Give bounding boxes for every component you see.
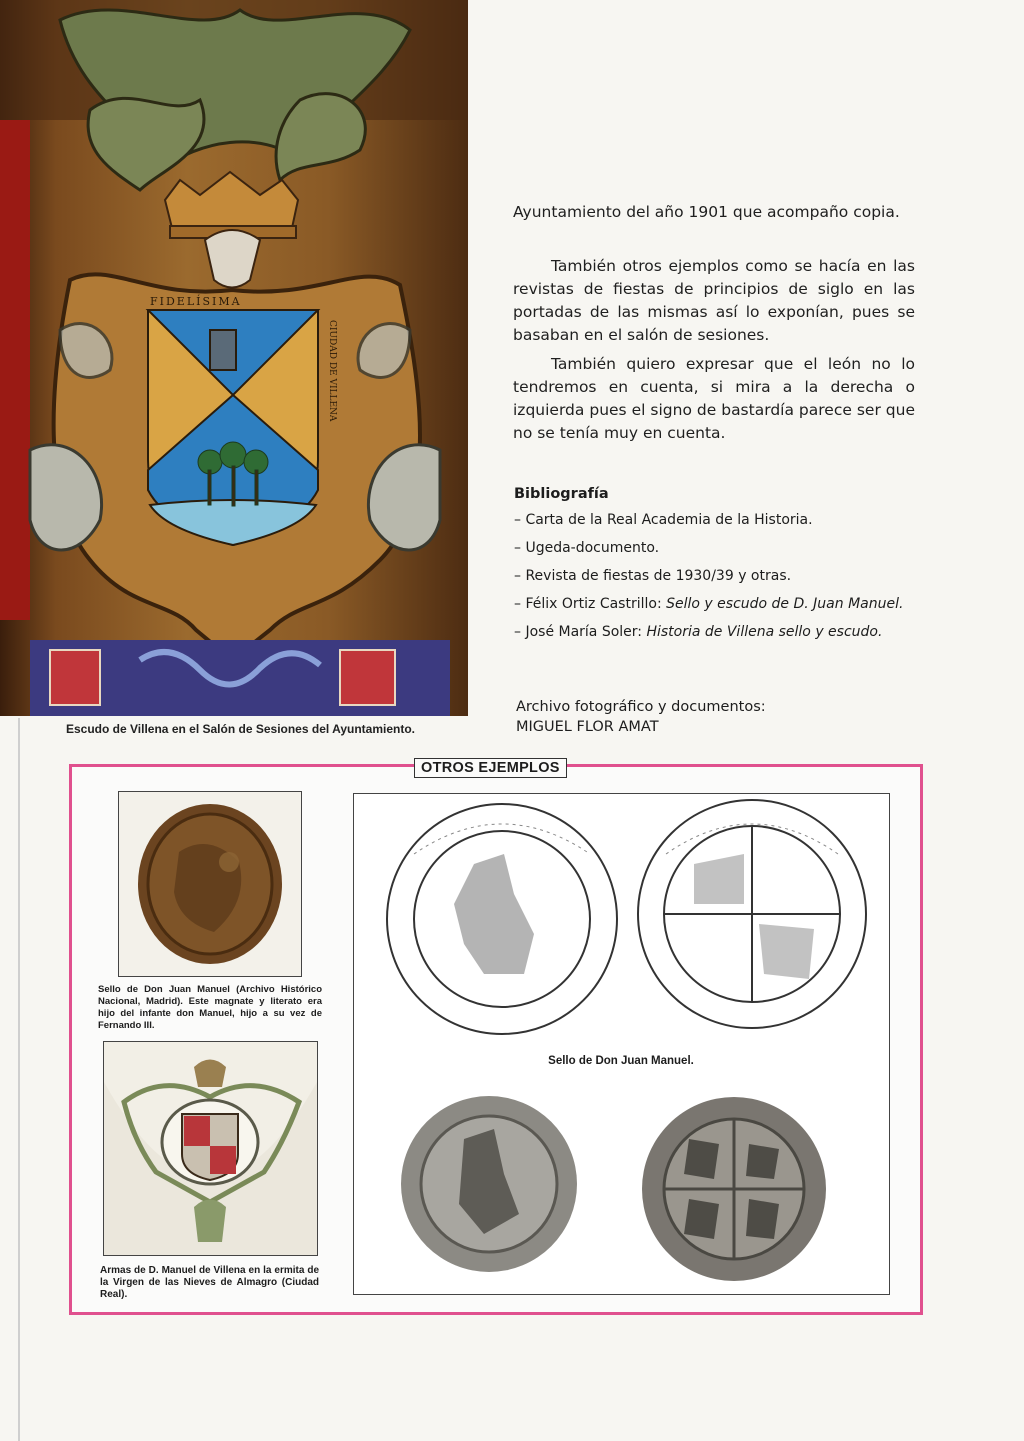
archive-name: MIGUEL FLOR AMAT xyxy=(516,719,659,735)
bibliography-item: – Ugeda-documento. xyxy=(514,540,660,556)
bibliography-item: – Félix Ortiz Castrillo: Sello y escudo de D. Juan Manuel. xyxy=(514,596,904,612)
page-edge-line xyxy=(18,718,20,1441)
bibliography-item: – José María Soler: Historia de Villena sello y escudo. xyxy=(514,624,883,640)
photo-archive-credit xyxy=(516,697,896,737)
coat-of-arms-photo xyxy=(0,0,468,716)
seal-photo xyxy=(118,791,302,977)
seals-figure xyxy=(353,793,890,1295)
inscription-top: FIDELÍSIMA xyxy=(150,295,242,308)
bibliography-item: – Revista de fiestas de 1930/39 y otras. xyxy=(514,568,792,584)
hermitage-arms-caption: Armas de D. Manuel de Villena en la ermita de la Virgen de las Nieves de Almagro (Ciudad Real). xyxy=(100,1265,319,1300)
seals-caption: Sello de Don Juan Manuel. xyxy=(548,1055,694,1067)
paragraph-3: También quiero expresar que el león no lo tendremos en cuenta, si mira a la derecha o izquierda pues el signo de bastardía parece ser que no se tenía muy en cuenta. xyxy=(513,355,915,442)
bibliography-heading: Bibliografía xyxy=(514,486,609,502)
bibliography-list xyxy=(514,510,919,650)
hermitage-arms-photo xyxy=(103,1041,318,1256)
seal-photo-caption: Sello de Don Juan Manuel (Archivo Histórico Nacional, Madrid). Este magnate y literato era hijo del infante don Manuel, hijo a su vez de Fernando III. xyxy=(98,984,322,1031)
paragraph-2: También otros ejemplos como se hacía en las revistas de fiestas de principios de siglo en las portadas de las mismas así lo exponían, pues se basaban en el salón de sesiones. xyxy=(513,257,915,344)
archive-label: Archivo fotográfico y documentos: xyxy=(516,699,766,715)
bibliography-item: – Carta de la Real Academia de la Historia. xyxy=(514,512,813,528)
paragraph-1: Ayuntamiento del año 1901 que acompaño copia. xyxy=(513,203,900,221)
inscription-right: CIUDAD DE VILLENA xyxy=(327,320,337,422)
main-photo-caption: Escudo de Villena en el Salón de Sesiones del Ayuntamiento. xyxy=(66,722,415,736)
examples-box-title: OTROS EJEMPLOS xyxy=(414,758,567,778)
